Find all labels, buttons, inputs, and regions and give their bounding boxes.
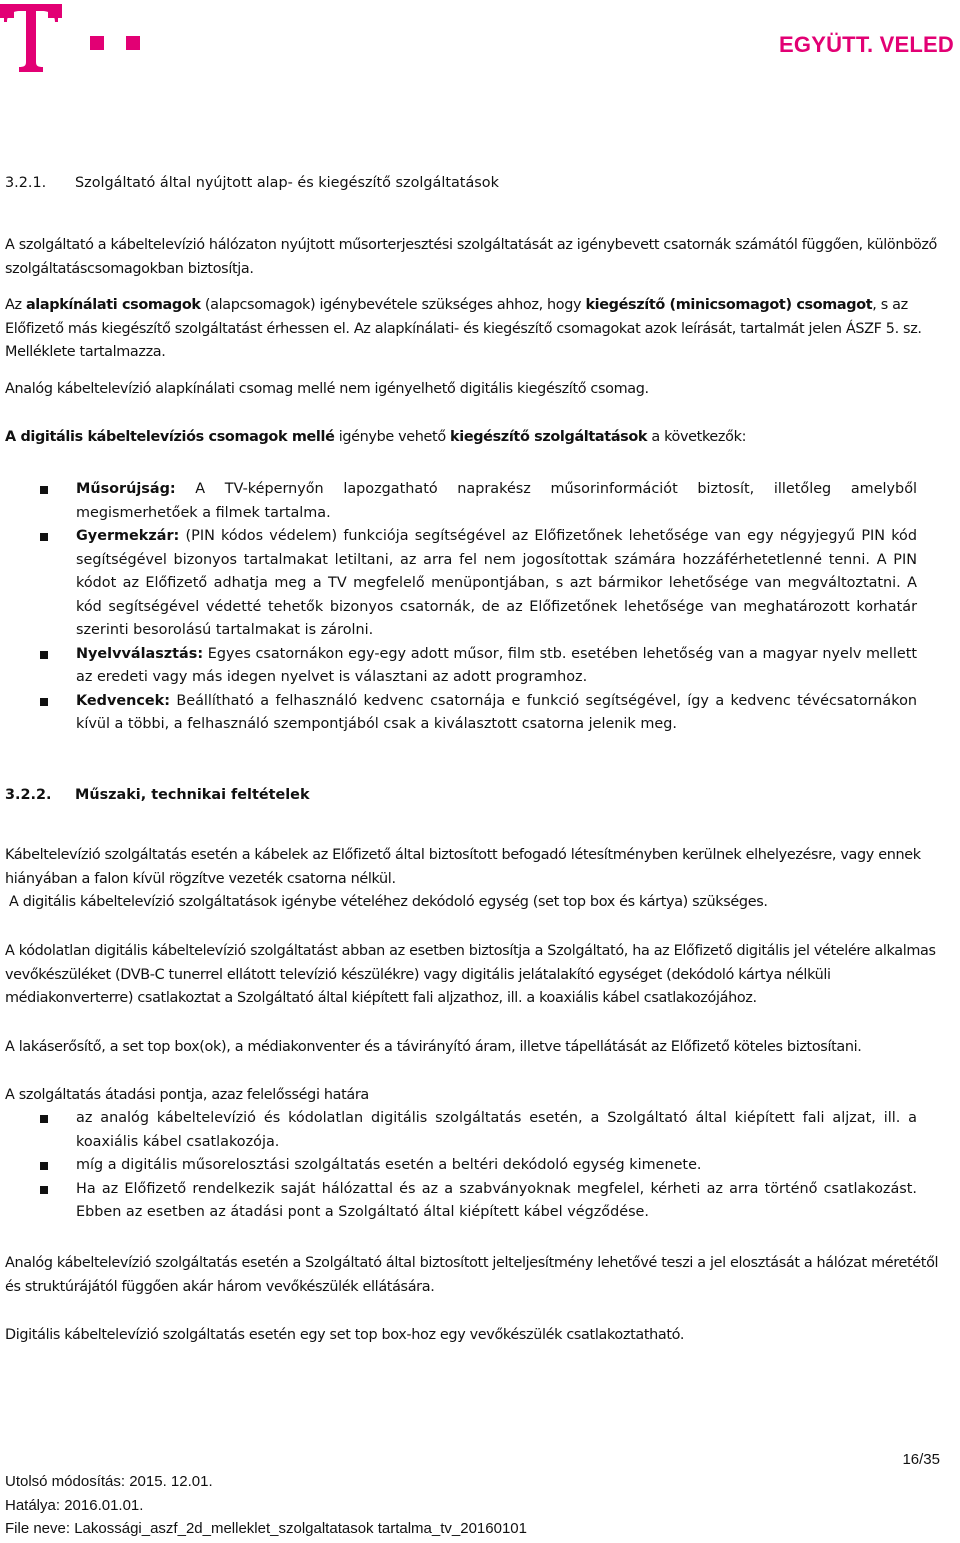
logo-digit-square [126, 36, 140, 50]
text-run: , s az Előfizető más kiegészítő szolgáltatást érhessen el. Az alapkínálati- és kiegészítő csomagokat azok leírását, tartalmát jelen ÁSZF 5. sz. Melléklete tartalmazza. [5, 297, 922, 360]
text-run: Az [5, 297, 26, 313]
bullet-icon [40, 1162, 48, 1170]
service-term: Nyelvválasztás: [76, 645, 204, 662]
bold-term: A digitális kábeltelevíziós csomagok mellé [5, 429, 335, 445]
page-number: 16/35 [902, 1451, 940, 1468]
paragraph-power: A lakáserősítő, a set top box(ok), a médiakonventer és a távirányító áram, illetve tápellátását az Előfizető köteles biztosítani. [5, 1039, 862, 1055]
section-title: Szolgáltató által nyújtott alap- és kiegészítő szolgáltatások [75, 175, 499, 191]
bullet-icon [40, 486, 48, 494]
paragraph-unencrypted: A kódolatlan digitális kábeltelevízió szolgáltatást abban az esetben biztosítja a Szolgáltató, ha az Előfizető digitális jel vételére alkalmas vevőkészüléket (DVB-C tunerrel ellátott televízió készülékre) vagy digitális jelátalakító egységet (dekódoló kártya nélküli médiakonverterre) csatlakoztat a Szolgáltató által kiépített fali aljzathoz, ill. a koaxiális kábel csatlakozójához. [5, 943, 936, 1006]
list-item-text: az analóg kábeltelevízió és kódolatlan digitális szolgáltatás esetén, a Szolgáltató által kiépített fali aljzat, ill. a koaxiális kábel csatlakozója. [76, 1110, 917, 1150]
list-item-text: míg a digitális műsorelosztási szolgáltatás esetén a beltéri dekódoló egység kimenete. [76, 1157, 702, 1173]
footer-modified: Utolsó módosítás: 2015. 12.01. [5, 1473, 213, 1490]
bold-term: kiegészítő (minicsomagot) csomagot [585, 297, 873, 313]
service-description: Beállítható a felhasználó kedvenc csatornája e funkció segítségével, így a kedvenc tévécsatornákon kívül a többi, a felhasználó szempontjából csak a kiválasztott csatorna jelenik meg. [76, 692, 917, 732]
paragraph-intro: A szolgáltató a kábeltelevízió hálózaton nyújtott műsorterjesztési szolgáltatását az igénybevett csatornák számától függően, különböző szolgáltatáscsomagokban biztosítja. [5, 237, 938, 277]
paragraph-analog-note: Analóg kábeltelevízió alapkínálati csomag mellé nem igényelhető digitális kiegészítő csomag. [5, 381, 649, 397]
text-run: a következők: [647, 429, 747, 445]
text-run: (alapcsomagok) igénybevétele szükséges ahhoz, hogy [200, 297, 586, 313]
brand-slogan: EGYÜTT. VELED [779, 32, 954, 57]
bullet-icon [40, 533, 48, 541]
bullet-icon [40, 1186, 48, 1194]
service-description: (PIN kódos védelem) funkciója segítségével az Előfizetőnek lehetősége van egy négyjegyű PIN kód segítségével bizonyos tartalmakat letiltani, az arra fel nem jogosítottak számára hozzáférhetetlenné tenni. A PIN kódot az Előfizető adhatja meg a TV megfelelő menüpontjában, s azt bármikor lehetősége van megváltoztatni. A kód segítségével védetté tehetők bizonyos csatornák, de az Előfizetőnek lehetősége van meghatározott korhatár szerinti besorolású tartalmakat is zárolni. [76, 528, 917, 638]
service-description: A TV-képernyőn lapozgatható naprakész műsorinformációt biztosít, illetőleg amelyből megismerhetőek a filmek tartalma. [76, 481, 917, 521]
bold-term: alapkínálati csomagok [25, 297, 201, 313]
section-heading [5, 172, 935, 196]
bullet-icon [40, 651, 48, 659]
paragraph-analog-signal: Analóg kábeltelevízió szolgáltatás esetén a Szolgáltató által biztosított jelteljesítmény lehetővé teszi a jel elosztását a hálózat méretétől és struktúrájától függően akár három vevőkészülék ellátására. [5, 1255, 939, 1295]
list-item [5, 643, 917, 690]
telekom-t-icon [0, 0, 62, 74]
service-term: Gyermekzár: [76, 528, 180, 544]
service-term: Műsorújság: [76, 481, 176, 497]
service-description: Egyes csatornákon egy-egy adott műsor, film stb. esetében lehetőség van a magyar nyelv mellett az eredeti vagy más idegen nyelvet is választani az adott programhoz. [76, 645, 917, 685]
paragraph-handover-intro: A szolgáltatás átadási pontja, azaz felelősségi határa [5, 1087, 369, 1103]
footer-effective: Hatálya: 2016.01.01. [5, 1497, 144, 1514]
list-item-text: Ha az Előfizető rendelkezik saját hálózattal és az a szabványoknak megfelel, kérheti az arra történő csatlakozást. Ebben az esetben az átadási pont a Szolgáltató által kiépített kábel végződése. [76, 1180, 917, 1220]
section-title: Műszaki, technikai feltételek [75, 787, 310, 803]
footer-filename: File neve: Lakossági_aszf_2d_melleklet_szolgaltatasok tartalma_tv_20160101 [5, 1520, 527, 1537]
section-number: 3.2.2. [5, 787, 52, 803]
section-number: 3.2.1. [5, 175, 47, 191]
paragraph-basic-packages [5, 294, 941, 365]
paragraph-digital-stb: Digitális kábeltelevízió szolgáltatás esetén egy set top box-hoz egy vevőkészülék csatlakoztatható. [5, 1327, 685, 1343]
text-run: igénybe vehető [334, 429, 451, 445]
paragraph-digital-intro [5, 426, 941, 450]
list-item [5, 1154, 917, 1178]
list-item [5, 690, 917, 737]
services-list [5, 478, 917, 737]
bold-term: kiegészítő szolgáltatások [450, 429, 648, 445]
handover-list [5, 1107, 917, 1225]
section-heading [5, 784, 935, 808]
list-item [5, 525, 917, 643]
bullet-icon [40, 1115, 48, 1123]
list-item [5, 478, 917, 525]
list-item [5, 1107, 917, 1154]
list-item [5, 1178, 917, 1225]
paragraph-cabling: Kábeltelevízió szolgáltatás esetén a kábelek az Előfizető által biztosított befogadó létesítményben kerülnek elhelyezésre, vagy ennek hiányában a falon kívül rögzítve vezeték csatorna nélkül. [5, 847, 921, 887]
service-term: Kedvencek: [76, 692, 170, 709]
logo-digit-square [90, 36, 104, 50]
bullet-icon [40, 698, 48, 706]
paragraph-decoder: A digitális kábeltelevízió szolgáltatások igénybe vételéhez dekódoló egység (set top box és kártya) szükséges. [9, 894, 768, 910]
